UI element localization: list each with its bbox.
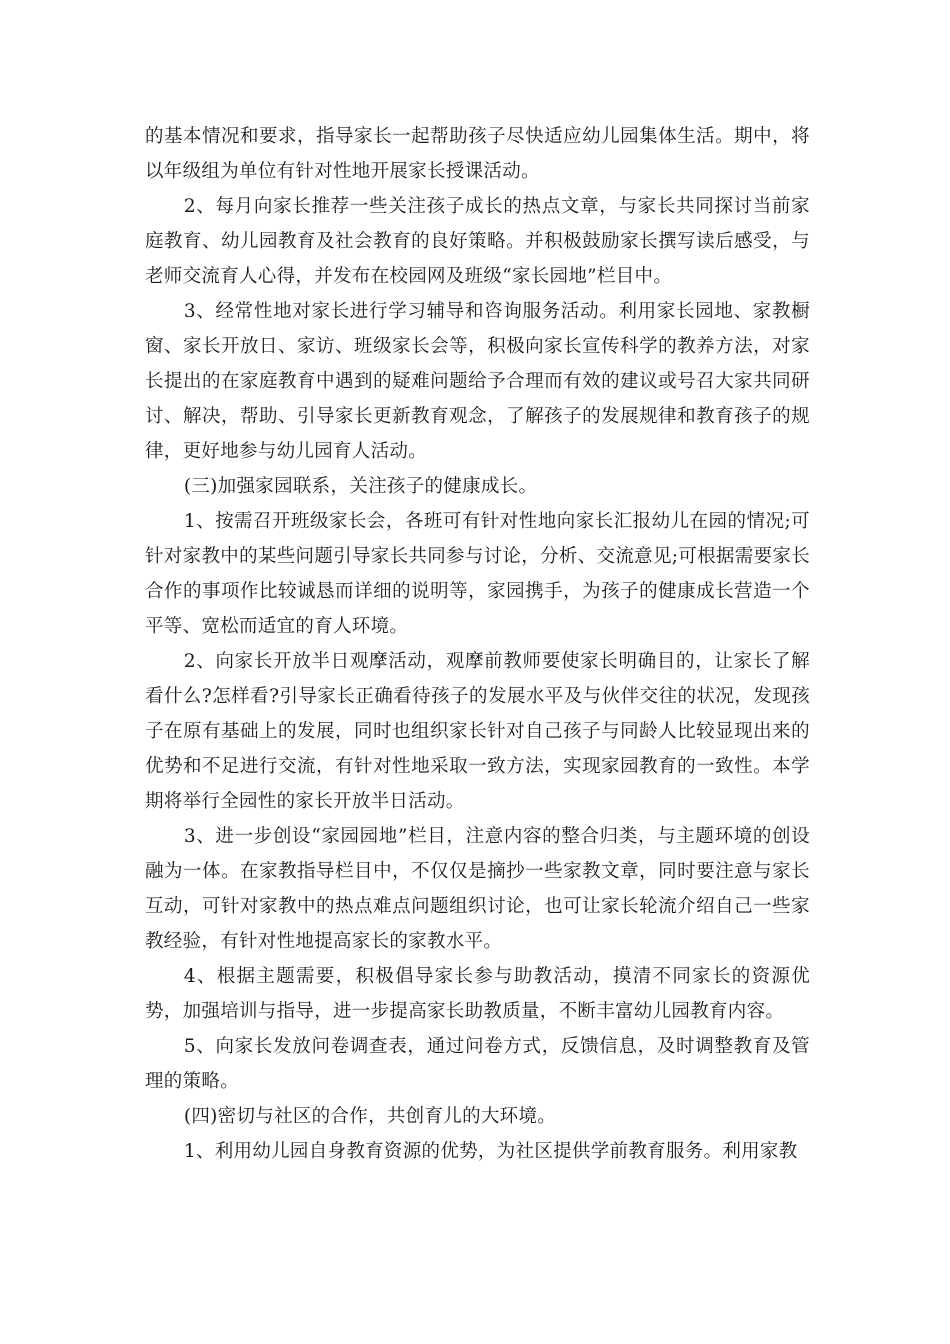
paragraph-community: 1、利用幼儿园自身教育资源的优势，为社区提供学前教育服务。利用家教: [183, 1141, 798, 1162]
paragraph-home-garden: 3、进一步创设“家园园地”栏目，注意内容的整合归类，与主题环境的创设融为一体。在家教指导栏目中，不仅仅是摘抄一些家教文章，同时要注意与家长互动，可针对家教中的热点难点问题组织讨论，也可让家长轮流介绍自己一些家教经验，有针对性地提高家长的家教水平。: [145, 826, 810, 952]
paragraph-assistant-teaching: 4、根据主题需要，积极倡导家长参与助教活动，摸清不同家长的资源优势，加强培训与指导，进一步提高家长助教质量，不断丰富幼儿园教育内容。: [145, 966, 810, 1022]
section-heading-3: (三)加强家园联系，关注孩子的健康成长。: [183, 476, 538, 497]
section-heading-4: (四)密切与社区的合作，共创育儿的大环境。: [183, 1106, 557, 1127]
paragraph-continuation: 的基本情况和要求，指导家长一起帮助孩子尽快适应幼儿园集体生活。期中，将以年级组为单位有针对性地开展家长授课活动。: [145, 126, 810, 182]
paragraph-counseling: 3、经常性地对家长进行学习辅导和咨询服务活动。利用家长园地、家教橱窗、家长开放日、家访、班级家长会等，积极向家长宣传科学的教养方法，对家长提出的在家庭教育中遇到的疑难问题给予合理而有效的建议或号召大家共同研讨、解决，帮助、引导家长更新教育观念，了解孩子的发展规律和教育孩子的规律，更好地参与幼儿园育人活动。: [145, 301, 810, 462]
paragraph-recommend-articles: 2、每月向家长推荐一些关注孩子成长的热点文章，与家长共同探讨当前家庭教育、幼儿园教育及社会教育的良好策略。并积极鼓励家长撰写读后感受，与老师交流育人心得，并发布在校园网及班级“家长园地”栏目中。: [145, 196, 810, 287]
paragraph-open-day: 2、向家长开放半日观摩活动，观摩前教师要使家长明确目的，让家长了解看什么?怎样看?引导家长正确看待孩子的发展水平及与伙伴交往的状况，发现孩子在原有基础上的发展，同时也组织家长针对自己孩子与同龄人比较显现出来的优势和不足进行交流，有针对性地采取一致方法，实现家园教育的一致性。本学期将举行全园性的家长开放半日活动。: [145, 651, 810, 812]
paragraph-parent-meeting: 1、按需召开班级家长会，各班可有针对性地向家长汇报幼儿在园的情况;可针对家教中的某些问题引导家长共同参与讨论，分析、交流意见;可根据需要家长合作的事项作比较诚恳而详细的说明等，家园携手，为孩子的健康成长营造一个平等、宽松而适宜的育人环境。: [145, 511, 810, 637]
document-body: [145, 119, 810, 1169]
paragraph-questionnaire: 5、向家长发放问卷调查表，通过问卷方式，反馈信息，及时调整教育及管理的策略。: [145, 1036, 810, 1092]
